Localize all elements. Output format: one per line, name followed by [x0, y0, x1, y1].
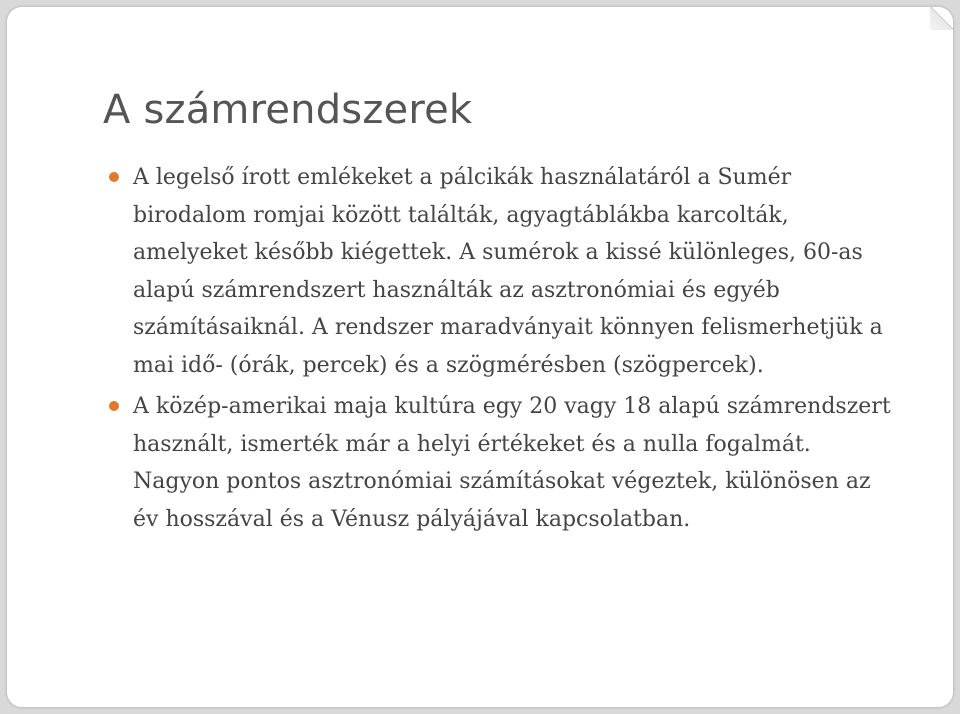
bullet-text: A közép-amerikai maja kultúra egy 20 vagy 18 alapú számrendszert használt, ismerték már a helyi értékeket és a nulla fogalmát. Nagyon pontos asztronómiai számításokat végeztek, különösen az év hosszával és a Vénusz pályájával kapcsolatban. [133, 394, 891, 532]
bullet-dot-icon [109, 401, 119, 411]
bullet-list [109, 159, 899, 542]
page-curl-corner [930, 6, 954, 30]
slide [6, 6, 954, 708]
bullet-dot-icon [109, 172, 119, 182]
bullet-item [109, 159, 899, 384]
bullet-text: A legelső írott emlékeket a pálcikák használatáról a Sumér birodalom romjai között találták, agyagtáblákba karcolták, amelyeket később kiégettek. A sumérok a kissé különleges, 60-as alapú számrendszert használták az asztronómiai és egyéb számításaiknál. A rendszer maradványait könnyen felismerhetjük a mai idő- (órák, percek) és a szögmérésben (szögpercek). [133, 165, 883, 378]
slide-title: A számrendszerek [103, 87, 473, 133]
bullet-item [109, 388, 899, 538]
